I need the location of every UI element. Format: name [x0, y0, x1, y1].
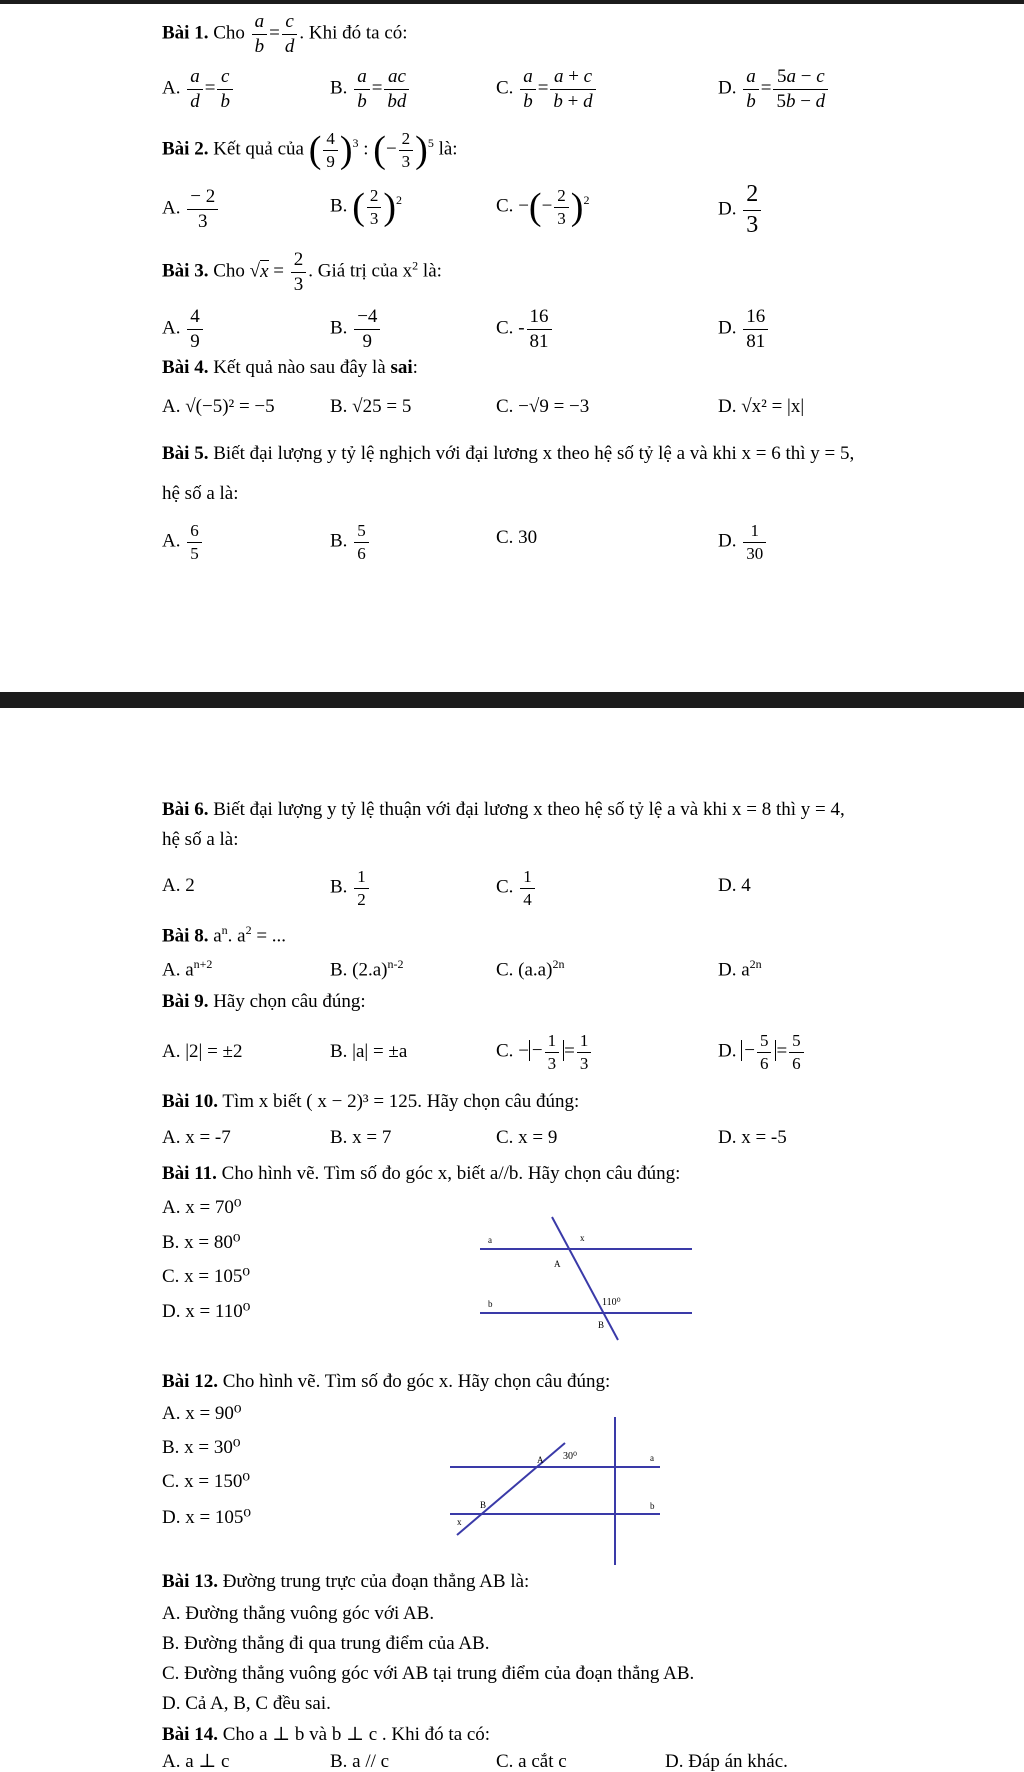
q11-label-B: B — [598, 1320, 605, 1330]
q5-line: Bài 5. Biết đại lượng y tỷ lệ nghịch với đại lương x theo hệ số tỷ lệ a và khi x = 6 thì y = 5, — [162, 443, 855, 464]
q10-option-c[interactable]: C. x = 9 — [496, 1127, 558, 1148]
q2-option-d[interactable]: D. $\frac{2}{3}$ — [718, 180, 763, 240]
q5-line2: hệ số a là: — [162, 483, 239, 504]
q3-option-d[interactable]: D. $\frac{16}{81}$ — [718, 305, 770, 354]
q6-line2: hệ số a là: — [162, 829, 239, 850]
q12-option-c[interactable]: C. x = 150⁰ — [162, 1471, 251, 1492]
q8-option-a[interactable]: A. $a^{n+2}$ — [162, 957, 213, 981]
q9-option-a[interactable]: A. |2| = ±2 — [162, 1041, 243, 1062]
q11-label-A: A — [554, 1259, 561, 1269]
q9-option-c[interactable]: C. − − $\frac{1}{3}$ = $\frac{1}{3}$ — [496, 1030, 593, 1074]
q4-option-a[interactable]: A. √(−5)² = −5 — [162, 396, 275, 417]
q6-option-a[interactable]: A. 2 — [162, 875, 195, 896]
q5-option-d[interactable]: D. $\frac{1}{30}$ — [718, 520, 768, 564]
q4-option-c[interactable]: C. −√9 = −3 — [496, 396, 590, 417]
q2-option-c[interactable]: C. −(− $\frac{2}{3}$ )$^2$ — [496, 186, 590, 229]
q3-option-b[interactable]: B. $\frac{-4}{9}$ — [330, 305, 382, 354]
q14-line: Bài 14. Cho a ⊥ b và b ⊥ c . Khi đó ta có: — [162, 1724, 491, 1745]
q2-line: Bài 2. Kết quả của ( $\frac{4}{9}$ )$^3$ : (− $\frac{2}{3}$ )$^5$ là: — [162, 129, 458, 172]
q12-option-b[interactable]: B. x = 30⁰ — [162, 1437, 241, 1458]
q12-line: Bài 12. Cho hình vẽ. Tìm số đo góc x. Hãy chọn câu đúng: — [162, 1371, 611, 1392]
q10-line: Bài 10. Tìm x biết ( x − 2)³ = 125. Hãy chọn câu đúng: — [162, 1091, 580, 1112]
q12-option-d[interactable]: D. x = 105⁰ — [162, 1507, 252, 1528]
q11-label-b: b — [488, 1299, 493, 1309]
q6-line: Bài 6. Biết đại lượng y tỷ lệ thuận với đại lương x theo hệ số tỷ lệ a và khi x = 8 thì y = 4, — [162, 799, 845, 820]
q11-option-c[interactable]: C. x = 105⁰ — [162, 1266, 251, 1287]
q9-option-b[interactable]: B. |a| = ±a — [330, 1041, 408, 1062]
q8-option-b[interactable]: B. $(2.a)^{n-2}$ — [330, 957, 404, 981]
q11-option-a[interactable]: A. x = 70⁰ — [162, 1197, 242, 1218]
q12-label-B: B — [480, 1500, 487, 1510]
q12-angle-label: 30⁰ — [563, 1451, 578, 1462]
q13-option-a[interactable]: A. Đường thẳng vuông góc với AB. — [162, 1603, 435, 1624]
q1-line: Bài 1. Cho $\frac{a}{b}$ = $\frac{c}{d}$ . Khi đó ta có: — [162, 11, 408, 57]
q11-line: Bài 11. Cho hình vẽ. Tìm số đo góc x, biết a//b. Hãy chọn câu đúng: — [162, 1163, 681, 1184]
top-border — [0, 0, 1024, 4]
page-divider — [0, 692, 1024, 708]
q14-option-a[interactable]: A. a ⊥ c — [162, 1751, 230, 1772]
q5-option-c[interactable]: C. 30 — [496, 527, 538, 548]
q12-label-A: A — [537, 1455, 544, 1465]
q2-option-a[interactable]: A. $\frac{- 2}{3}$ — [162, 185, 220, 234]
q1-option-d[interactable]: D. $\frac{a}{b}$ = $\frac{5a - c}{5b - d}$ — [718, 65, 830, 114]
q8-option-c[interactable]: C. $(a.a)^{2n}$ — [496, 957, 565, 981]
q8-line: Bài 8. $a^n$. $a^2$ = ... — [162, 923, 287, 947]
q11-label-a: a — [488, 1235, 492, 1245]
q1-option-b[interactable]: B. $\frac{a}{b}$ = $\frac{ac}{bd}$ — [330, 65, 411, 114]
q6-option-d[interactable]: D. 4 — [718, 875, 751, 896]
q5-option-b[interactable]: B. $\frac{5}{6}$ — [330, 520, 371, 564]
q10-option-a[interactable]: A. x = -7 — [162, 1127, 231, 1148]
q14-option-d[interactable]: D. Đáp án khác. — [665, 1751, 788, 1772]
q5-option-a[interactable]: A. $\frac{6}{5}$ — [162, 520, 204, 564]
q6-option-c[interactable]: C. $\frac{1}{4}$ — [496, 866, 537, 910]
q12-label-b: b — [650, 1501, 655, 1511]
q12-label-x: x — [457, 1517, 462, 1527]
q6-option-b[interactable]: B. $\frac{1}{2}$ — [330, 866, 371, 910]
q9-option-d[interactable]: D. − $\frac{5}{6}$ = $\frac{5}{6}$ — [718, 1030, 806, 1074]
q4-line: Bài 4. Kết quả nào sau đây là sai: — [162, 357, 418, 378]
q11-option-d[interactable]: D. x = 110⁰ — [162, 1301, 251, 1322]
q11-angle-label: 110⁰ — [602, 1297, 621, 1308]
q3-line: Bài 3. Cho √x = $\frac{2}{3}$ . Giá trị của $x^2$ là: — [162, 249, 442, 295]
q3-option-a[interactable]: A. $\frac{4}{9}$ — [162, 305, 205, 354]
q14-option-c[interactable]: C. a cắt c — [496, 1751, 567, 1772]
q13-option-d[interactable]: D. Cả A, B, C đều sai. — [162, 1693, 331, 1714]
q12-transversal — [457, 1443, 565, 1535]
q1-option-a[interactable]: A. $\frac{a}{d}$ = $\frac{c}{b}$ — [162, 65, 235, 114]
q10-option-d[interactable]: D. x = -5 — [718, 1127, 787, 1148]
q11-figure — [470, 1215, 700, 1345]
q13-option-c[interactable]: C. Đường thẳng vuông góc với AB tại trung điểm của đoạn thẳng AB. — [162, 1663, 695, 1684]
q12-option-a[interactable]: A. x = 90⁰ — [162, 1403, 242, 1424]
q9-line: Bài 9. Hãy chọn câu đúng: — [162, 991, 366, 1012]
q12-label-a: a — [650, 1453, 654, 1463]
q3-option-c[interactable]: C. - $\frac{16}{81}$ — [496, 305, 554, 354]
q11-label-x: x — [580, 1233, 585, 1243]
q14-option-b[interactable]: B. a // c — [330, 1751, 390, 1772]
q13-option-b[interactable]: B. Đường thẳng đi qua trung điểm của AB. — [162, 1633, 490, 1654]
q10-option-b[interactable]: B. x = 7 — [330, 1127, 392, 1148]
q2-option-b[interactable]: B. ( $\frac{2}{3}$ )$^2$ — [330, 186, 402, 229]
q11-transversal — [552, 1217, 618, 1340]
q4-option-d[interactable]: D. √x² = |x| — [718, 396, 805, 417]
q1-option-c[interactable]: C. $\frac{a}{b}$ = $\frac{a + c}{b + d}$ — [496, 65, 598, 114]
q8-option-d[interactable]: D. $a^{2n}$ — [718, 957, 762, 981]
q12-figure — [445, 1413, 695, 1568]
q4-option-b[interactable]: B. √25 = 5 — [330, 396, 412, 417]
q11-option-b[interactable]: B. x = 80⁰ — [162, 1232, 241, 1253]
q13-line: Bài 13. Đường trung trực của đoạn thẳng AB là: — [162, 1571, 530, 1592]
